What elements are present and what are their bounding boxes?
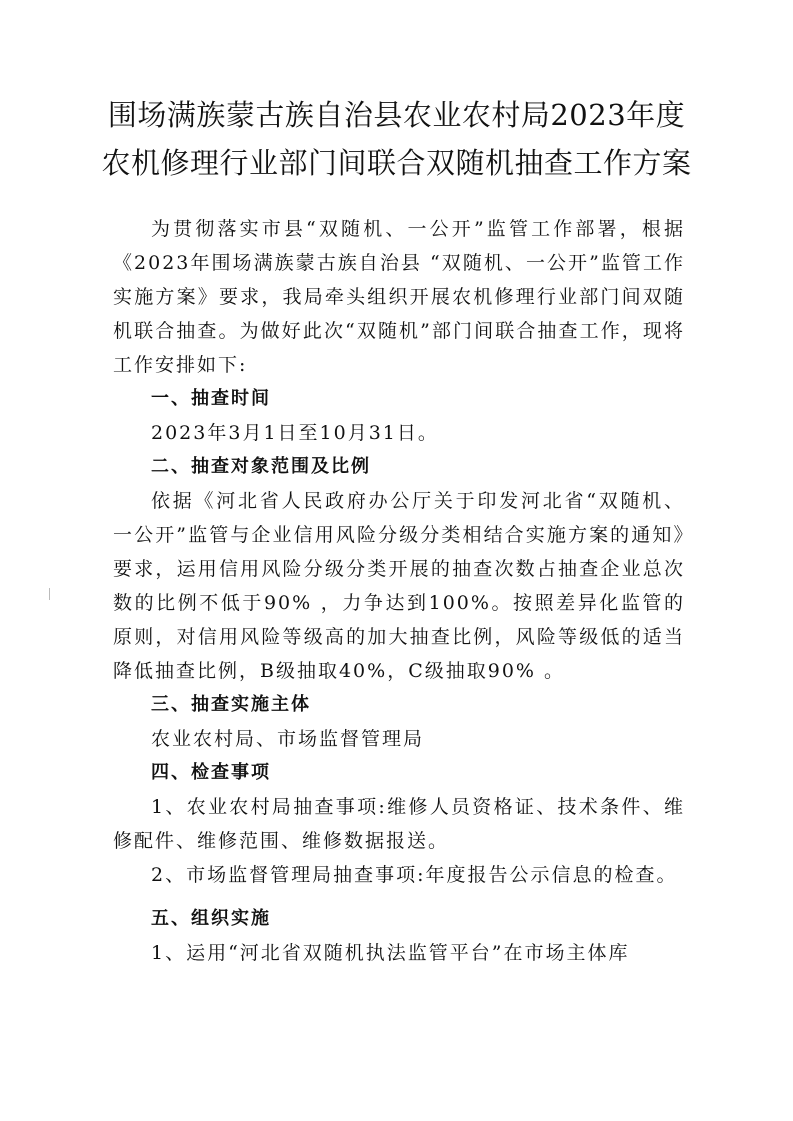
- section-paragraph-items-2: 2、市场监督管理局抽查事项:年度报告公示信息的检查。: [151, 864, 678, 886]
- section-spacer: [113, 892, 685, 902]
- section-paragraph-items-1: 1、农业农村局抽查事项:维修人员资格证、技术条件、维修配件、维修范围、维修数据报送。: [113, 796, 685, 852]
- document-title-line-1: 围场满族蒙古族自治县农业农村局2023年度: [107, 98, 686, 132]
- section-heading-subject: 三、抽查实施主体: [151, 694, 311, 715]
- binding-margin-mark: [49, 588, 50, 600]
- section-paragraph-subject: 农业农村局、市场监督管理局: [151, 728, 425, 750]
- section-paragraph-implementation-1: 1、运用“河北省双随机执法监管平台”在市场主体库: [151, 942, 630, 964]
- section-paragraph-time: 2023年3月1日至10月31日。: [151, 422, 439, 444]
- section-heading-time: 一、抽查时间: [151, 388, 271, 409]
- intro-paragraph: 为贯彻落实市县“双随机、一公开”监管工作部署，根据《2023年围场满族蒙古族自治县 “双随机、一公开”监管工作实施方案》要求，我局牵头组织开展农机修理行业部门间双随机联合抽查。为做好此次“双随机”部门间联合抽查工作，现将工作安排如下:: [113, 218, 685, 376]
- section-heading-scope: 二、抽查对象范围及比例: [151, 456, 371, 477]
- document-body: [113, 212, 685, 970]
- section-paragraph-scope: 依据《河北省人民政府办公厅关于印发河北省“双随机、一公开”监管与企业信用风险分级分类相结合实施方案的通知》要求，运用信用风险分级分类开展的抽查次数占抽查企业总次数的比例不低于90% ，力争达到100%。按照差异化监管的原则，对信用风险等级高的加大抽查比例，风险等级低的适当降低抽查比例，B级抽取40%，C级抽取90% 。: [113, 490, 685, 682]
- section-heading-implementation: 五、组织实施: [151, 908, 271, 929]
- document-title-line-2: 农机修理行业部门间联合双随机抽查工作方案: [101, 146, 692, 180]
- section-heading-items: 四、检查事项: [151, 762, 271, 783]
